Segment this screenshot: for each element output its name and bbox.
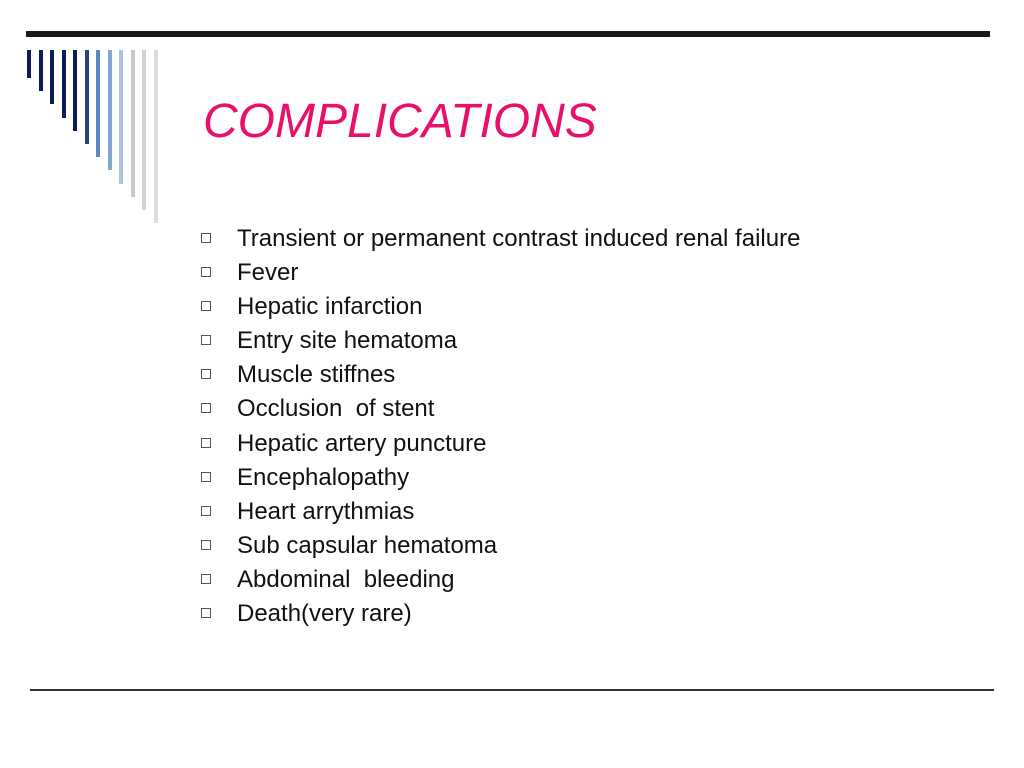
- square-bullet-icon: [201, 506, 211, 516]
- square-bullet-icon: [201, 403, 211, 413]
- square-bullet-icon: [201, 369, 211, 379]
- list-item: [200, 461, 800, 495]
- decorative-stripe: [142, 50, 146, 210]
- list-item-text: Transient or permanent contrast induced renal failure: [237, 225, 801, 252]
- square-bullet-icon: [201, 472, 211, 482]
- list-item-text: Heart arrythmias: [237, 497, 415, 525]
- list-item: [200, 324, 800, 358]
- decorative-stripe: [96, 50, 100, 157]
- square-bullet-icon: [201, 335, 211, 345]
- list-item: [200, 563, 800, 597]
- list-item: [200, 529, 800, 563]
- top-rule: [26, 31, 990, 37]
- list-item: [200, 290, 800, 324]
- list-item: [200, 392, 800, 426]
- list-item-text: Fever: [237, 259, 299, 287]
- list-item: [200, 358, 800, 392]
- square-bullet-icon: [201, 233, 211, 243]
- square-bullet-icon: [201, 540, 211, 550]
- list-item-text: Death(very rare): [237, 600, 412, 628]
- bullet-list: [200, 222, 800, 631]
- bottom-rule: [30, 689, 994, 691]
- list-item-text: Muscle stiffnes: [237, 361, 396, 389]
- square-bullet-icon: [201, 574, 211, 584]
- decorative-stripe: [119, 50, 123, 184]
- list-item-text: Encephalopathy: [237, 463, 410, 491]
- list-item-text: Entry site hematoma: [237, 327, 458, 355]
- list-item: [200, 495, 800, 529]
- list-item: [200, 597, 800, 631]
- list-item: [200, 222, 800, 256]
- decorative-stripe: [154, 50, 158, 223]
- decorative-stripe: [108, 50, 112, 170]
- decorative-stripe: [85, 50, 89, 144]
- square-bullet-icon: [201, 301, 211, 311]
- decorative-stripe: [39, 50, 43, 91]
- list-item-text: Sub capsular hematoma: [237, 531, 498, 559]
- decorative-stripe: [27, 50, 31, 78]
- list-item: [200, 256, 800, 290]
- decorative-stripe: [131, 50, 135, 197]
- list-item-text: Occlusion of stent: [237, 395, 435, 423]
- list-item-text: Hepatic infarction: [237, 293, 423, 321]
- square-bullet-icon: [201, 267, 211, 277]
- decorative-stripe: [62, 50, 66, 118]
- list-item: [200, 427, 800, 461]
- decorative-stripe: [73, 50, 77, 131]
- list-item-text: Abdominal bleeding: [237, 565, 455, 593]
- decorative-stripe: [50, 50, 54, 104]
- square-bullet-icon: [201, 608, 211, 618]
- square-bullet-icon: [201, 438, 211, 448]
- list-item-text: Hepatic artery puncture: [237, 429, 487, 457]
- slide-title: COMPLICATIONS: [203, 95, 597, 148]
